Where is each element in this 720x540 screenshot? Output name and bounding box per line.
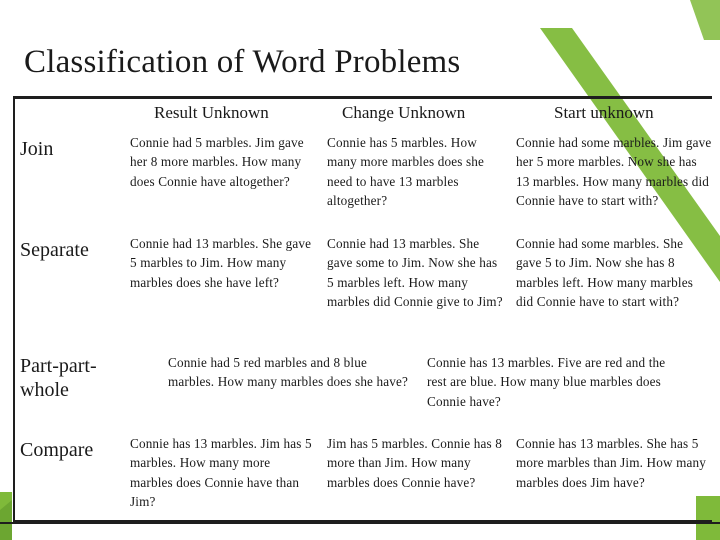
row-label-join: Join — [20, 138, 54, 160]
cell-compare-change-unknown: Jim has 5 marbles. Connie has 8 more than Jim. How many marbles does Connie have? — [327, 436, 502, 490]
cell-join-result-unknown: Connie had 5 marbles. Jim gave her 8 more marbles. How many does Connie have altogether? — [130, 135, 304, 189]
cell-separate-start-unknown: Connie had some marbles. She gave 5 to Jim. Now she has 8 marbles left. How many marbles did Connie have to start with? — [516, 236, 693, 309]
row-label-part-part-whole: Part-part-whole — [20, 355, 97, 401]
cell-join-change-unknown: Connie has 5 marbles. How many more marbles does she need to have 13 marbles altogether? — [327, 135, 484, 208]
row-label-compare: Compare — [20, 439, 94, 461]
column-header-start-unknown: Start unknown — [554, 103, 654, 122]
cell-part-part-whole-result-unknown: Connie had 5 red marbles and 8 blue marbles. How many marbles does she have? — [168, 355, 409, 390]
column-header-change-unknown: Change Unknown — [342, 103, 466, 122]
cell-join-start-unknown: Connie had some marbles. Jim gave her 5 more marbles. Now she has 13 marbles. How many marbles did Connie have to start with? — [516, 135, 712, 208]
cell-part-part-whole-change-unknown: Connie has 13 marbles. Five are red and the rest are blue. How many blue marbles does Connie have? — [427, 355, 666, 409]
cell-compare-result-unknown: Connie has 13 marbles. Jim has 5 marbles. How many more marbles does Connie have than Jim? — [130, 436, 312, 509]
cell-separate-change-unknown: Connie had 13 marbles. She gave some to Jim. Now she has 5 marbles left. How many marbles did Connie give to Jim? — [327, 236, 503, 309]
column-header-result-unknown: Result Unknown — [154, 103, 269, 122]
row-label-separate: Separate — [20, 239, 89, 261]
slide-title: Classification of Word Problems — [24, 44, 461, 80]
cell-compare-start-unknown: Connie has 13 marbles. She has 5 more marbles than Jim. How many marbles does Jim have? — [516, 436, 706, 490]
bottom-divider — [0, 522, 720, 524]
cell-separate-result-unknown: Connie had 13 marbles. She gave 5 marbles to Jim. How many marbles does she have left? — [130, 236, 312, 290]
